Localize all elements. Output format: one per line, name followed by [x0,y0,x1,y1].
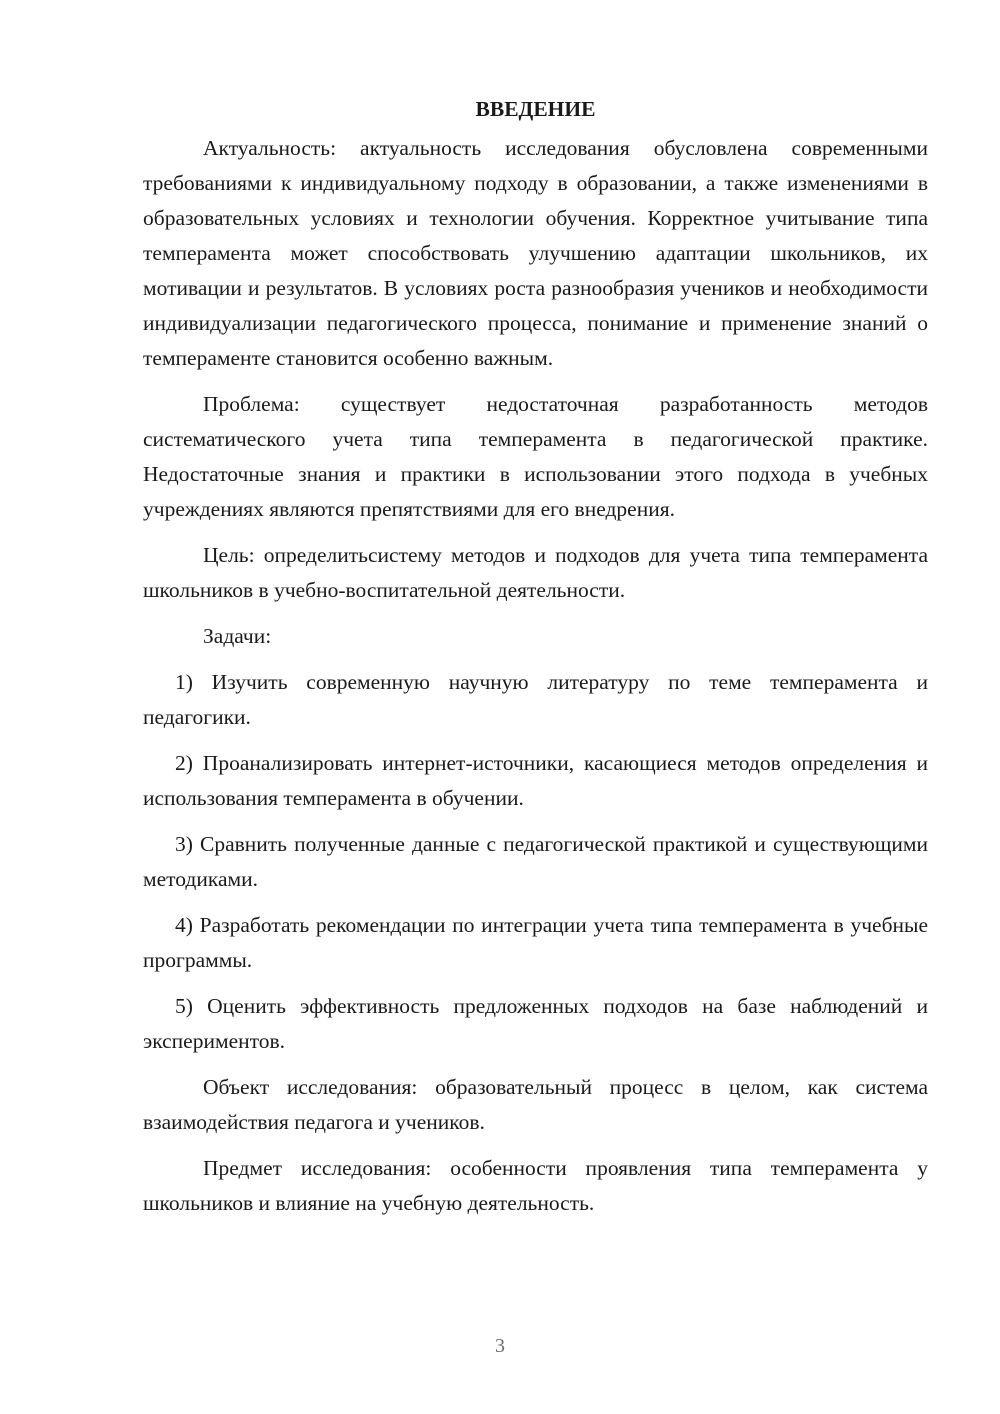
paragraph-relevance: Актуальность: актуальность исследования обусловлена современными требованиями к индивидуальному подходу в образовании, а также изменениями в образовательных условиях и технологии обучения. Корректное учитывание типа темперамента может способствовать улучшению адаптации школьников, их мотивации и результатов. В условиях роста разнообразия учеников и необходимости индивидуализации педагогического процесса, понимание и применение знаний о темпераменте становится особенно важным. [143,136,928,370]
page-number: 3 [495,1335,505,1357]
task-item: 5) Оценить эффективность предложенных подходов на базе наблюдений и экспериментов. [143,994,928,1053]
task-item: 4) Разработать рекомендации по интеграции учета типа темперамента в учебные программы. [143,913,928,972]
tasks-heading: Задачи: [203,624,272,648]
paragraph-object: Объект исследования: образовательный процесс в целом, как система взаимодействия педагога и учеников. [143,1075,928,1134]
document-body [143,92,928,1221]
task-item: 3) Сравнить полученные данные с педагогической практикой и существующими методиками. [143,832,928,891]
task-item: 1) Изучить современную научную литературу по теме темперамента и педагогики. [143,670,928,729]
paragraph-goal: Цель: определитьсистему методов и подходов для учета типа темперамента школьников в учебно-воспитательной деятельности. [143,543,928,602]
task-list [143,665,928,1059]
section-title: ВВЕДЕНИЕ [475,97,596,121]
task-item: 2) Проанализировать интернет-источники, касающиеся методов определения и использования темперамента в обучении. [143,751,928,810]
paragraph-subject: Предмет исследования: особенности проявления типа темперамента у школьников и влияние на учебную деятельность. [143,1156,928,1215]
paragraph-problem: Проблема: существует недостаточная разработанность методов систематического учета типа темперамента в педагогической практике. Недостаточные знания и практики в использовании этого подхода в учебных учреждениях являются препятствиями для его внедрения. [143,392,928,521]
